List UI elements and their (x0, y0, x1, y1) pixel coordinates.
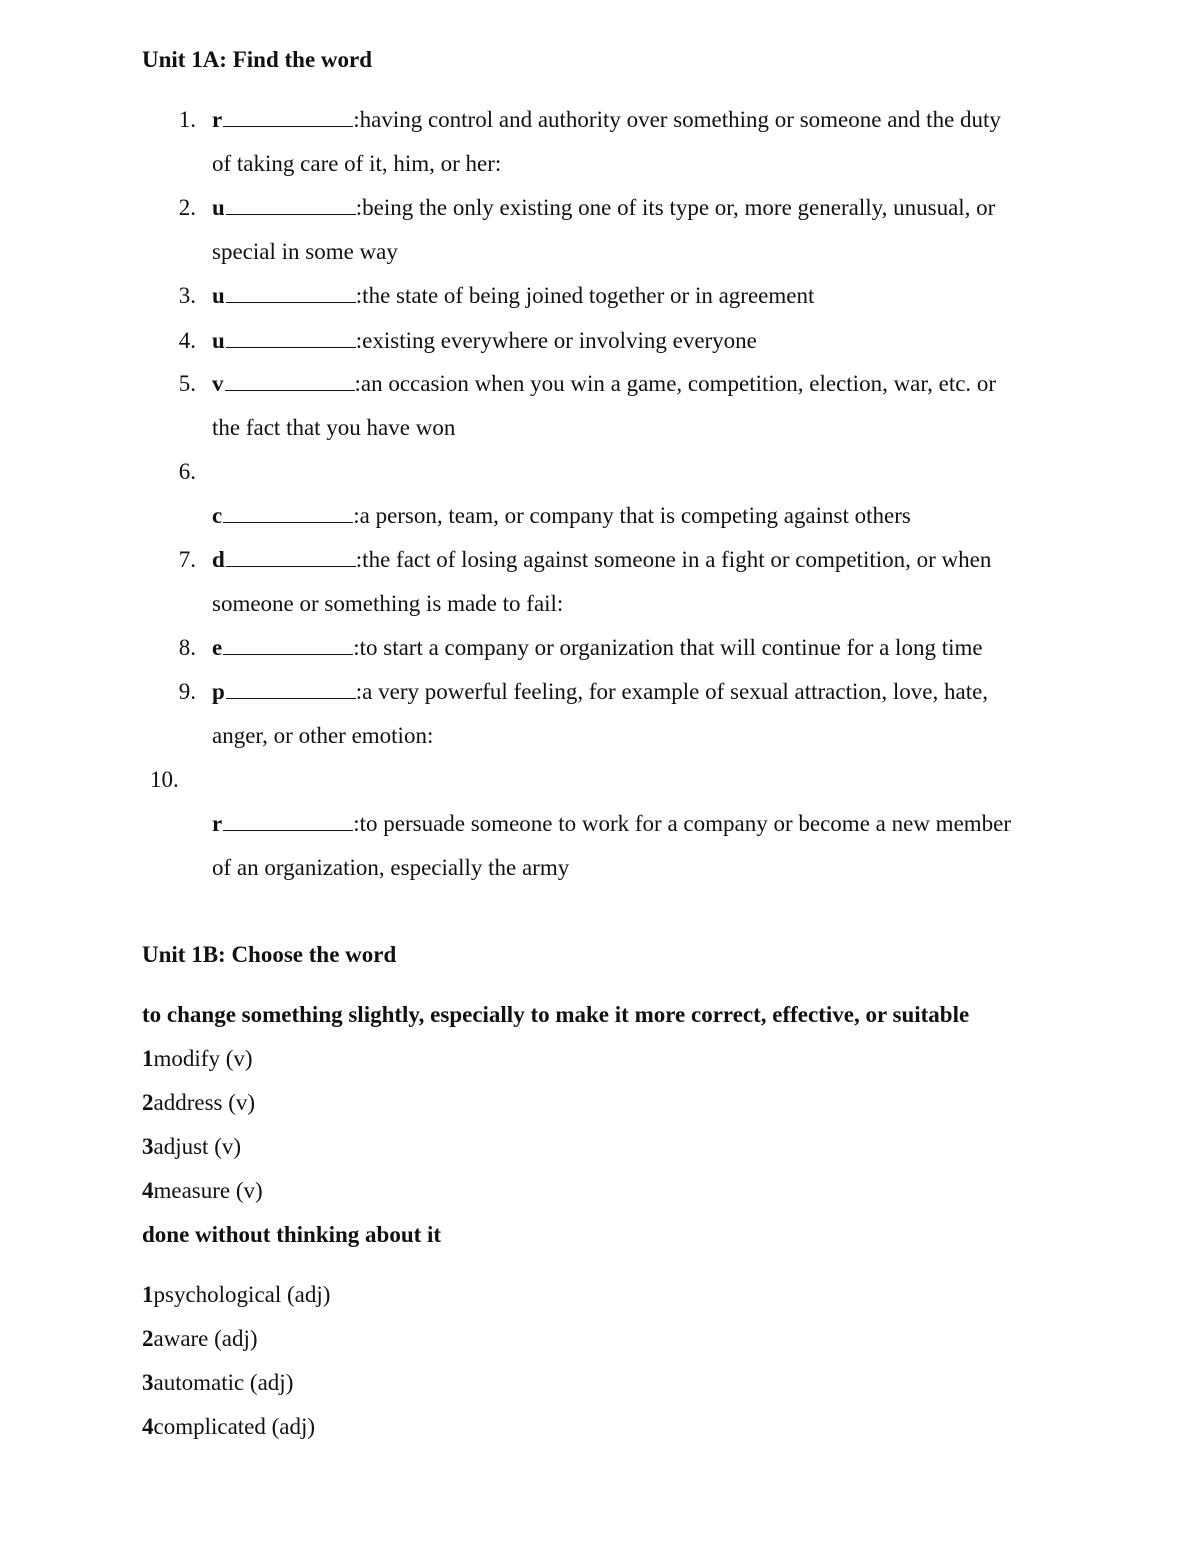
option-text: address (v) (153, 1090, 256, 1115)
item-6-letter: c (212, 503, 223, 528)
item-9-number: 9. (178, 679, 196, 704)
item-9-letter: p (212, 679, 225, 704)
option-text: measure (v) (153, 1178, 263, 1203)
question-2-option-2[interactable] (142, 1325, 258, 1353)
item-2-letter: u (212, 195, 225, 220)
item-3-number: 3. (178, 283, 196, 308)
option-number: 2 (142, 1090, 154, 1115)
item-5-definition-cont: the fact that you have won (212, 415, 456, 440)
item-7-letter: d (212, 547, 225, 572)
item-2-line (212, 194, 995, 222)
option-text: adjust (v) (153, 1134, 242, 1159)
item-10-line (212, 810, 1011, 838)
item-10-definition: :to persuade someone to work for a company or become a new member (353, 811, 1012, 836)
option-number: 2 (142, 1326, 154, 1351)
question-2-option-4[interactable] (142, 1413, 315, 1441)
item-9-definition: :a very powerful feeling, for example of sexual attraction, love, hate, (355, 679, 989, 704)
item-3-definition: :the state of being joined together or in agreement (355, 283, 815, 308)
item-3-line (212, 282, 814, 310)
item-8-letter: e (212, 635, 223, 660)
question-1-option-1[interactable] (142, 1045, 253, 1073)
question-1-option-4[interactable] (142, 1177, 263, 1205)
option-text: psychological (adj) (153, 1282, 331, 1307)
question-1-option-2[interactable] (142, 1089, 255, 1117)
option-number: 1 (142, 1282, 154, 1307)
item-7-definition: :the fact of losing against someone in a fight or competition, or when (355, 547, 992, 572)
item-5-number: 5. (178, 371, 196, 396)
item-7-number: 7. (178, 547, 196, 572)
item-1-blank[interactable] (223, 108, 353, 127)
item-3-letter: u (212, 283, 225, 308)
option-text: modify (v) (153, 1046, 253, 1071)
option-number: 3 (142, 1134, 154, 1159)
question-2-option-1[interactable] (142, 1281, 330, 1309)
item-9-line (212, 678, 988, 706)
unit-1a-title: Unit 1A: Find the word (142, 47, 373, 72)
question-1-prompt: to change something slightly, especially to make it more correct, effective, or suitable (142, 1002, 970, 1027)
item-10-letter: r (212, 811, 223, 836)
item-6-number: 6. (178, 459, 196, 484)
item-2-definition-cont: special in some way (212, 239, 398, 264)
item-7-definition-cont: someone or something is made to fail: (212, 591, 564, 616)
item-4-definition: :existing everywhere or involving everyone (355, 328, 757, 353)
item-4-line (212, 327, 757, 355)
item-8-definition: :to start a company or organization that will continue for a long time (353, 635, 983, 660)
item-5-line (212, 370, 996, 398)
item-7-line (212, 546, 991, 574)
item-5-definition: :an occasion when you win a game, competition, election, war, etc. or (354, 371, 997, 396)
item-7-blank[interactable] (226, 548, 356, 567)
item-1-letter: r (212, 107, 223, 132)
option-text: automatic (adj) (153, 1370, 294, 1395)
item-2-blank[interactable] (226, 196, 356, 215)
item-8-blank[interactable] (223, 636, 353, 655)
item-6-line (212, 502, 911, 530)
item-6-blank[interactable] (223, 504, 353, 523)
item-6-definition: :a person, team, or company that is competing against others (353, 503, 911, 528)
item-1-line (212, 106, 1001, 134)
question-1-option-3[interactable] (142, 1133, 241, 1161)
item-9-definition-cont: anger, or other emotion: (212, 723, 434, 748)
option-number: 4 (142, 1414, 154, 1439)
item-1-definition-cont: of taking care of it, him, or her: (212, 151, 502, 176)
question-2-option-3[interactable] (142, 1369, 293, 1397)
item-5-blank[interactable] (225, 372, 355, 391)
option-text: complicated (adj) (153, 1414, 316, 1439)
item-2-definition: :being the only existing one of its type or, more generally, unusual, or (355, 195, 996, 220)
option-number: 3 (142, 1370, 154, 1395)
unit-1b-title: Unit 1B: Choose the word (142, 942, 397, 967)
item-9-blank[interactable] (226, 680, 356, 699)
item-10-definition-cont: of an organization, especially the army (212, 855, 570, 880)
item-8-line (212, 634, 983, 662)
option-text: aware (adj) (153, 1326, 258, 1351)
question-2-prompt: done without thinking about it (142, 1222, 442, 1247)
item-2-number: 2. (178, 195, 196, 220)
item-1-number: 1. (178, 107, 196, 132)
item-4-blank[interactable] (226, 329, 356, 348)
item-10-blank[interactable] (223, 812, 353, 831)
item-8-number: 8. (178, 635, 196, 660)
item-1-definition: :having control and authority over something or someone and the duty (353, 107, 1001, 132)
item-3-blank[interactable] (226, 284, 356, 303)
option-number: 1 (142, 1046, 154, 1071)
item-4-number: 4. (178, 328, 196, 353)
option-number: 4 (142, 1178, 154, 1203)
item-5-letter: v (212, 371, 224, 396)
item-4-letter: u (212, 328, 225, 353)
item-10-number: 10. (150, 767, 179, 792)
